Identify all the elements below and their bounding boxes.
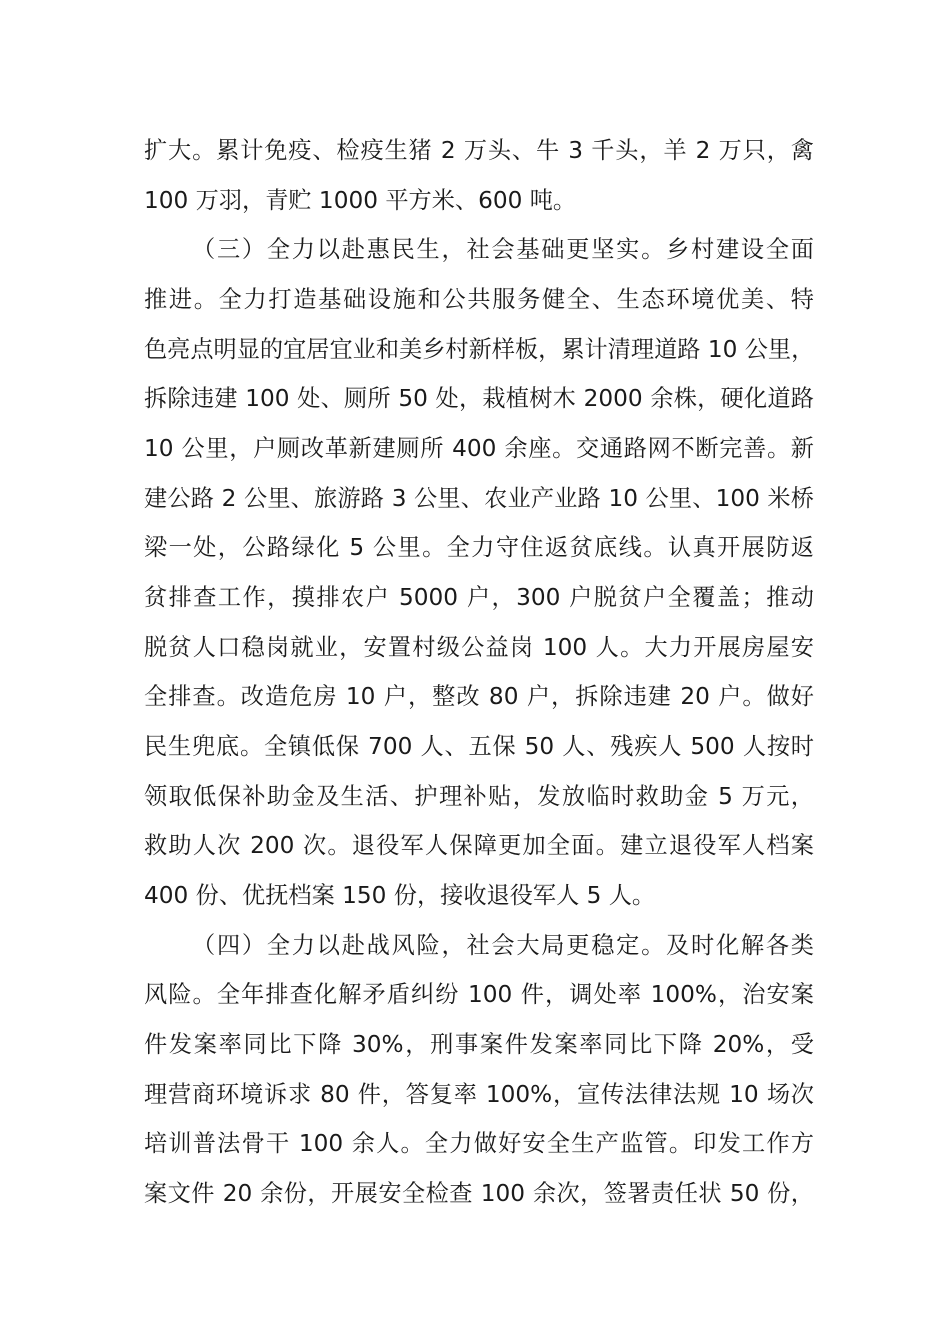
text-line: 贫排查工作，摸排农户 5000 户，300 户脱贫户全覆盖；推动 (144, 584, 814, 611)
text-line: 民生兜底。全镇低保 700 人、五保 50 人、残疾人 500 人按时 (144, 733, 814, 760)
text-line: 色亮点明显的宜居宜业和美乡村新样板，累计清理道路 10 公里， (144, 336, 815, 363)
text-line: 救助人次 200 次。退役军人保障更加全面。建立退役军人档案 (144, 832, 814, 859)
text-line: 全排查。改造危房 10 户，整改 80 户，拆除违建 20 户。做好 (144, 683, 814, 710)
text-line: 梁一处，公路绿化 5 公里。全力守住返贫底线。认真开展防返 (144, 534, 814, 561)
text-line: 建公路 2 公里、旅游路 3 公里、农业产业路 10 公里、100 米桥 (144, 485, 814, 512)
section-heading-line: （三）全力以赴惠民生，社会基础更坚实。乡村建设全面 (192, 236, 814, 263)
text-line: 件发案率同比下降 30%，刑事案件发案率同比下降 20%，受 (144, 1031, 814, 1058)
text-line: 脱贫人口稳岗就业，安置村级公益岗 100 人。大力开展房屋安 (144, 634, 814, 661)
text-line: 理营商环境诉求 80 件，答复率 100%，宣传法律法规 10 场次 (144, 1081, 814, 1108)
text-line: 100 万羽，青贮 1000 平方米、600 吨。 (144, 187, 577, 214)
text-line: 推进。全力打造基础设施和公共服务健全、生态环境优美、特 (144, 286, 814, 313)
text-line: 培训普法骨干 100 余人。全力做好安全生产监管。印发工作方 (144, 1130, 814, 1157)
text-line: 风险。全年排查化解矛盾纠纷 100 件，调处率 100%，治安案 (144, 981, 814, 1008)
text-line: 10 公里，户厕改革新建厕所 400 余座。交通路网不断完善。新 (144, 435, 814, 462)
text-line: 扩大。累计免疫、检疫生猪 2 万头、牛 3 千头，羊 2 万只，禽 (144, 137, 814, 164)
text-line: 案文件 20 余份，开展安全检查 100 余次，签署责任状 50 份， (144, 1180, 814, 1207)
text-line: 400 份、优抚档案 150 份，接收退役军人 5 人。 (144, 882, 656, 909)
text-line: 拆除违建 100 处、厕所 50 处，栽植树木 2000 余株，硬化道路 (144, 385, 814, 412)
section-heading-line: （四）全力以赴战风险，社会大局更稳定。及时化解各类 (192, 932, 814, 959)
text-line: 领取低保补助金及生活、护理补贴，发放临时救助金 5 万元， (144, 783, 814, 810)
